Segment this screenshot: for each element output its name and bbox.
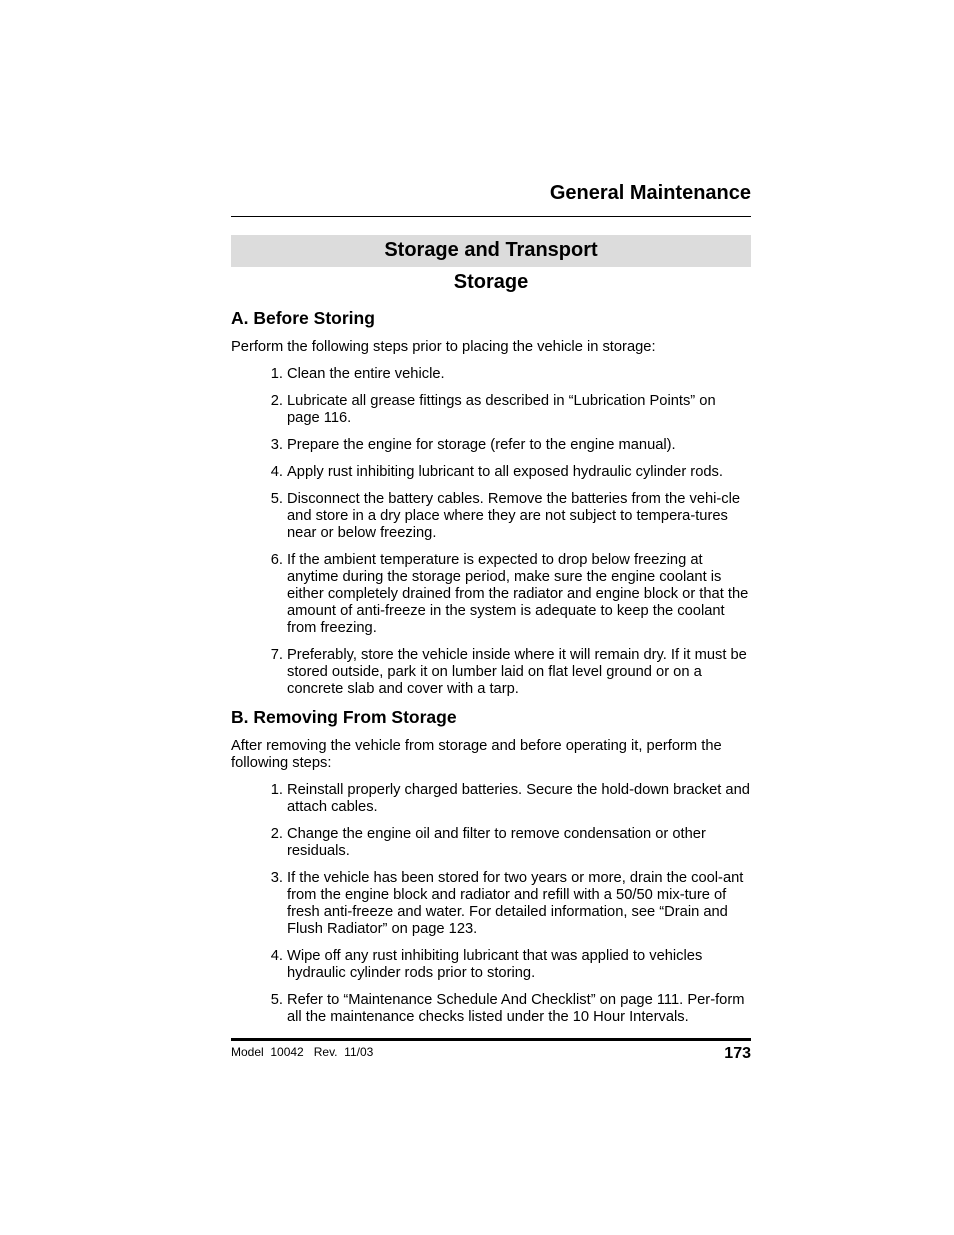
steps-before-storing — [231, 366, 751, 698]
heading-before-storing: A. Before Storing — [231, 308, 375, 328]
step-number: 3. — [270, 870, 283, 886]
step-number: 2. — [270, 826, 283, 842]
step-number: 1. — [270, 782, 283, 798]
steps-removing-from-storage — [231, 782, 751, 1026]
list-item — [231, 464, 751, 481]
step-number: 4. — [270, 948, 283, 964]
step-number: 6. — [270, 552, 283, 568]
header-rule — [231, 216, 751, 217]
list-item — [231, 992, 751, 1026]
page-content — [231, 308, 751, 1026]
step-text: Prepare the engine for storage (refer to the engine manual). — [287, 437, 676, 453]
step-number: 1. — [270, 366, 283, 382]
step-text: Wipe off any rust inhibiting lubricant that was applied to vehicles hydraulic cylinder rods prior to storing. — [287, 948, 703, 981]
step-number: 7. — [270, 647, 283, 663]
step-number: 5. — [270, 491, 283, 507]
list-item — [231, 552, 751, 637]
step-text: Preferably, store the vehicle inside where it will remain dry. If it must be stored outside, park it on lumber laid on flat level ground or on a concrete slab and cover with a tarp. — [287, 647, 747, 697]
list-item — [231, 826, 751, 860]
step-number: 5. — [270, 992, 283, 1008]
section-title: Storage and Transport — [384, 239, 598, 261]
footer-rule — [231, 1038, 751, 1041]
list-item — [231, 437, 751, 454]
heading-removing-from-storage: B. Removing From Storage — [231, 707, 457, 727]
list-item — [231, 948, 751, 982]
intro-removing-from-storage: After removing the vehicle from storage and before operating it, perform the following steps: — [231, 738, 722, 771]
step-text: Disconnect the battery cables. Remove the batteries from the vehi-cle and store in a dry place where they are not subject to tempera-tures near or below freezing. — [287, 491, 741, 541]
step-number: 3. — [270, 437, 283, 453]
step-text: Reinstall properly charged batteries. Secure the hold-down bracket and attach cables. — [287, 782, 750, 815]
step-number: 4. — [270, 464, 283, 480]
step-text: If the vehicle has been stored for two years or more, drain the cool-ant from the engine block and radiator and refill with a 50/50 mix-ture of fresh anti-freeze and water. For detailed information, see “Drain and Flush Radiator” on page 123. — [287, 870, 744, 937]
step-text: If the ambient temperature is expected to drop below freezing at anytime during the storage period, make sure the engine coolant is either completely drained from the radiator and engine block or that the amount of anti-freeze in the system is adequate to keep the coolant from freezing. — [287, 552, 749, 636]
list-item — [231, 647, 751, 698]
step-number: 2. — [270, 393, 283, 409]
chapter-title: General Maintenance — [549, 182, 751, 204]
list-item — [231, 393, 751, 427]
step-text: Lubricate all grease fittings as described in “Lubrication Points” on page 116. — [287, 393, 716, 426]
list-item — [231, 782, 751, 816]
step-text: Clean the entire vehicle. — [287, 366, 445, 382]
list-item — [231, 366, 751, 383]
step-text: Apply rust inhibiting lubricant to all exposed hydraulic cylinder rods. — [287, 464, 723, 480]
intro-before-storing: Perform the following steps prior to placing the vehicle in storage: — [231, 339, 656, 355]
step-text: Refer to “Maintenance Schedule And Checklist” on page 111. Per-form all the maintenance checks listed under the 10 Hour Intervals. — [287, 992, 745, 1025]
subsection-title: Storage — [453, 271, 529, 293]
list-item — [231, 491, 751, 542]
footer-model-revision: Model 10042 Rev. 11/03 — [231, 1045, 374, 1059]
page-number: 173 — [724, 1045, 751, 1062]
list-item — [231, 870, 751, 938]
step-text: Change the engine oil and filter to remove condensation or other residuals. — [287, 826, 706, 859]
